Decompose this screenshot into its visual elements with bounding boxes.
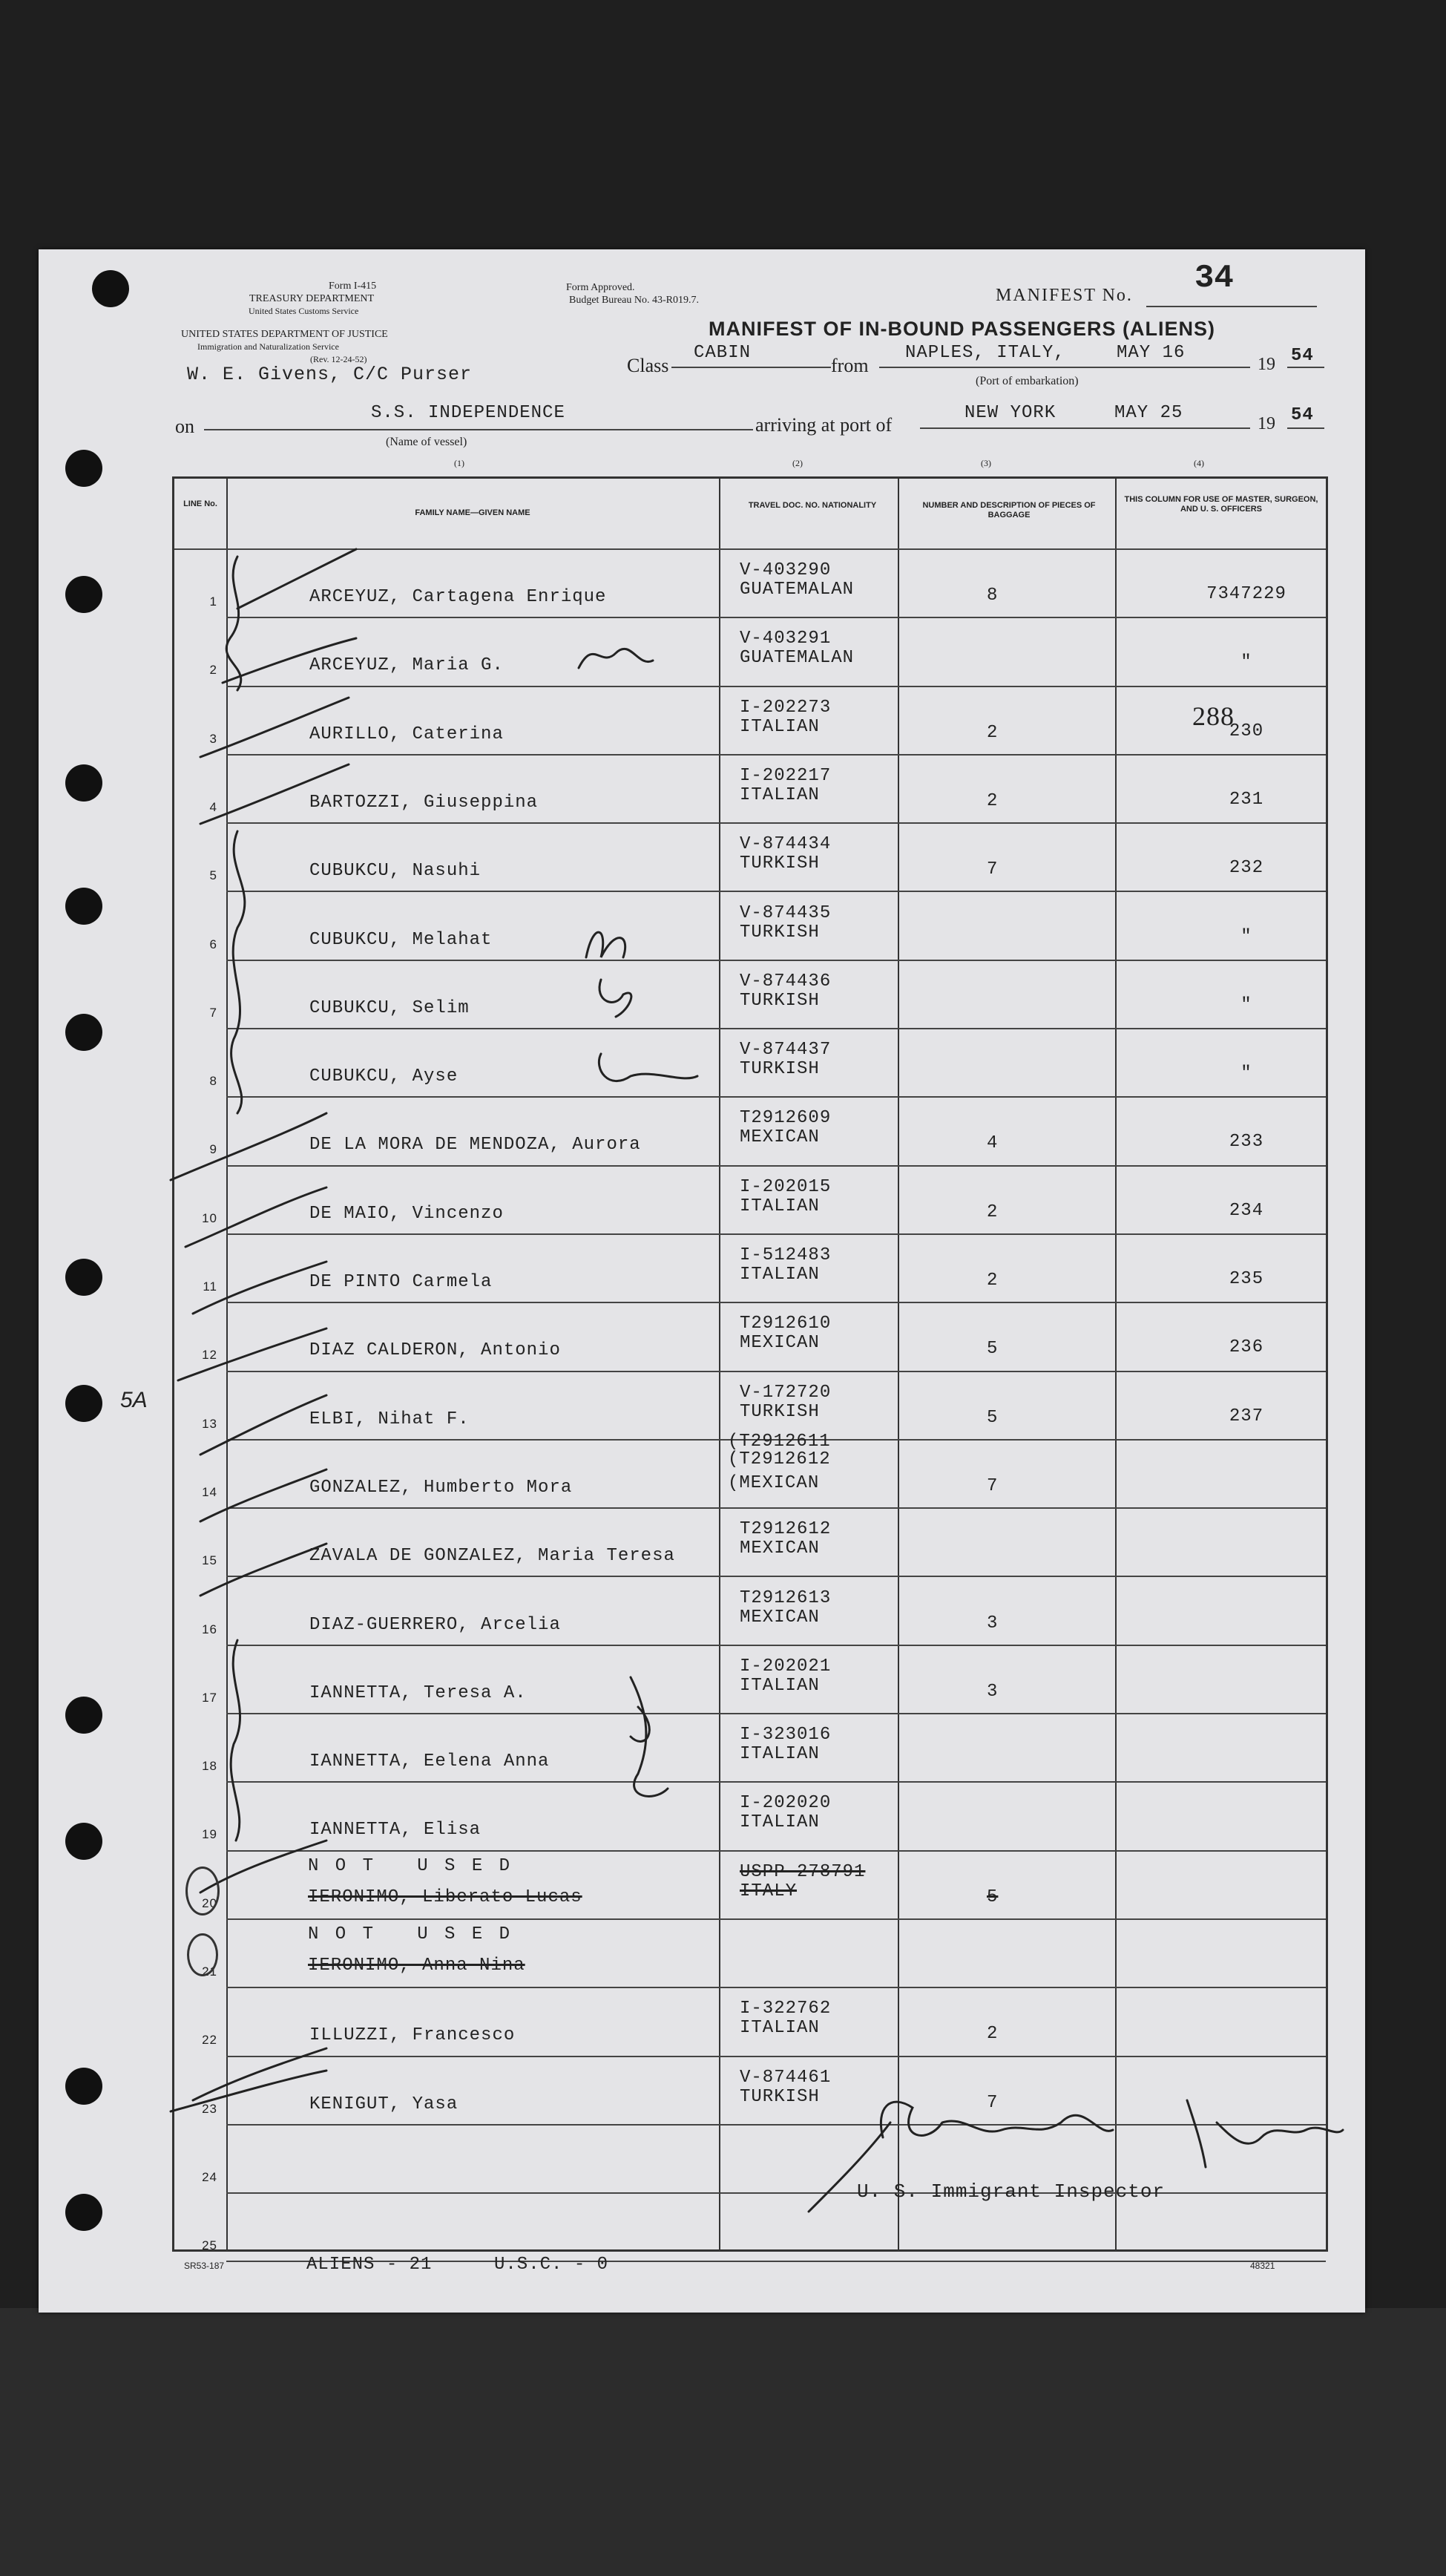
travel-doc: V-874461 (740, 2067, 832, 2088)
travel-doc: V-403291 (740, 629, 832, 649)
officer-number: 230 (1229, 721, 1264, 741)
travel-doc: I-202021 (740, 1656, 832, 1677)
travel-doc: I-322762 (740, 1999, 832, 2019)
year-1: 54 (1291, 346, 1314, 366)
col-num-3: (3) (981, 458, 991, 468)
purser: W. E. Givens, C/C Purser (187, 364, 473, 385)
nationality: TURKISH (740, 2086, 820, 2107)
passenger-name: ARCEYUZ, Maria G. (309, 655, 504, 676)
baggage-count: 5 (987, 1339, 999, 1360)
officer-number: 7347229 (1206, 584, 1286, 604)
travel-doc: V-403290 (740, 560, 832, 580)
nationality: ITALIAN (740, 716, 820, 737)
form-number: Form I-415 (329, 281, 377, 292)
officer-number: 232 (1229, 858, 1264, 879)
line-number: 20 (202, 1895, 217, 1910)
officer-number: " (1240, 1063, 1252, 1084)
travel-doc: T2912609 (740, 1108, 832, 1129)
baggage-count: 4 (987, 1133, 999, 1154)
line-number: 7 (209, 1005, 217, 1020)
baggage-count: 3 (987, 1613, 999, 1633)
line-number: 24 (202, 2169, 217, 2184)
nationality: TURKISH (740, 922, 820, 943)
officer-number: 237 (1229, 1406, 1264, 1426)
passenger-name: GONZALEZ, Humberto Mora (309, 1477, 573, 1498)
baggage-count: 3 (987, 1681, 999, 1702)
line-number: 10 (202, 1210, 217, 1225)
passenger-name: CUBUKCU, Selim (309, 997, 470, 1018)
passenger-name: IANNETTA, Teresa A. (309, 1682, 527, 1703)
officer-number: " (1240, 652, 1252, 673)
customs-service: United States Customs Service (249, 306, 359, 316)
travel-doc: (T2912611 (728, 1431, 831, 1452)
year-2: 54 (1291, 405, 1314, 425)
nationality: (MEXICAN (728, 1472, 820, 1493)
justice-dept: UNITED STATES DEPARTMENT OF JUSTICE (181, 329, 388, 340)
year-prefix-1: 19 (1258, 355, 1275, 374)
passenger-name: CUBUKCU, Melahat (309, 929, 493, 950)
officer-number: " (1240, 994, 1252, 1015)
baggage-count: 8 (987, 586, 999, 606)
revision: (Rev. 12-24-52) (310, 354, 367, 364)
manifest-number-label: MANIFEST No. (996, 286, 1133, 305)
travel-doc: I-323016 (740, 1725, 832, 1746)
travel-doc: I-512483 (740, 1245, 832, 1265)
baggage-count: 7 (987, 1475, 999, 1496)
line-number: 23 (202, 2101, 217, 2116)
manifest-number: 34 (1194, 260, 1234, 297)
travel-doc: V-874437 (740, 1040, 832, 1061)
travel-doc: T2912613 (740, 1587, 832, 1608)
line-number: 3 (209, 731, 217, 746)
passenger-name: IERONIMO, Anna Nina (308, 1956, 525, 1976)
vessel-name: S.S. INDEPENDENCE (371, 403, 565, 423)
line-number: 14 (202, 1484, 217, 1499)
on-label: on (175, 416, 194, 437)
passenger-name: CUBUKCU, Ayse (309, 1066, 459, 1087)
baggage-count: 2 (987, 722, 999, 743)
passenger-name: IANNETTA, Eelena Anna (309, 1751, 550, 1772)
travel-doc: T2912610 (740, 1314, 832, 1334)
from-date: MAY 16 (1117, 343, 1186, 363)
nationality: TURKISH (740, 1401, 820, 1422)
form-code: SR53-187 (184, 2261, 225, 2271)
line-number: 16 (202, 1622, 217, 1636)
travel-doc: I-202020 (740, 1793, 832, 1814)
not-used-note: N O T U S E D (308, 1924, 513, 1944)
passenger-name: IERONIMO, Liberato Lucas (308, 1887, 582, 1907)
not-used-note: N O T U S E D (308, 1855, 513, 1876)
passenger-name: CUBUKCU, Nasuhi (309, 861, 482, 882)
arrival-date: MAY 25 (1114, 403, 1183, 423)
travel-doc: V-172720 (740, 1382, 832, 1403)
line-number: 11 (203, 1279, 217, 1294)
print-code: 48321 (1250, 2261, 1275, 2271)
nationality: ITALIAN (740, 1675, 820, 1696)
line-number: 6 (209, 937, 217, 951)
circled-mark-20 (185, 1867, 220, 1915)
passenger-name: DIAZ-GUERRERO, Arcelia (309, 1614, 561, 1635)
travel-doc-2: (T2912612 (728, 1449, 831, 1469)
officer-number: 236 (1229, 1337, 1264, 1358)
nationality: TURKISH (740, 990, 820, 1011)
nationality: ITALIAN (740, 1196, 820, 1216)
passenger-name: AURILLO, Caterina (309, 724, 504, 744)
baggage-count: 7 (987, 2092, 999, 2113)
passenger-name: ELBI, Nihat F. (309, 1409, 470, 1429)
line-number: 18 (202, 1759, 217, 1774)
treasury-dept: TREASURY DEPARTMENT (249, 293, 375, 304)
nationality: GUATEMALAN (740, 648, 855, 669)
budget-bureau: Budget Bureau No. 43-R019.7. (569, 295, 699, 306)
arrival-port: NEW YORK (964, 403, 1056, 423)
officer-number: 234 (1229, 1200, 1264, 1221)
nationality: TURKISH (740, 1059, 820, 1080)
nationality: ITALIAN (740, 784, 820, 805)
col-num-2: (2) (792, 458, 803, 468)
passenger-name: ILLUZZI, Francesco (309, 2025, 516, 2046)
travel-doc: USPP 278791 (740, 1861, 866, 1882)
nationality: ITALIAN (740, 1812, 820, 1833)
officer-number-correction: 288 (1192, 701, 1235, 731)
baggage-count: 7 (987, 859, 999, 880)
passenger-name: DIAZ CALDERON, Antonio (309, 1340, 561, 1361)
passenger-name: DE PINTO Carmela (309, 1272, 493, 1292)
header-line-no: LINE No. (183, 499, 217, 508)
passenger-name: DE MAIO, Vincenzo (309, 1203, 504, 1224)
arriving-label: arriving at port of (755, 414, 893, 436)
passenger-name: BARTOZZI, Giuseppina (309, 792, 539, 813)
circled-mark-21 (187, 1933, 218, 1976)
baggage-count: 5 (987, 1887, 999, 1907)
travel-doc: V-874435 (740, 902, 832, 923)
line-number: 5 (209, 868, 217, 883)
header-officers: THIS COLUMN FOR USE OF MASTER, SURGEON, AND U. S. OFFICERS (1124, 495, 1318, 514)
line-number: 1 (209, 594, 217, 609)
line-number: 25 (202, 2238, 217, 2253)
baggage-count: 2 (987, 2024, 999, 2045)
nationality: ITALIAN (740, 2018, 820, 2039)
officer-number: 235 (1229, 1269, 1264, 1289)
col-num-1: (1) (454, 458, 464, 468)
line-number: 15 (202, 1553, 217, 1568)
line-number: 19 (202, 1827, 217, 1842)
nationality: ITALY (740, 1881, 798, 1901)
header-baggage: NUMBER AND DESCRIPTION OF PIECES OF BAGGAGE (922, 501, 1096, 520)
baggage-count: 2 (987, 1202, 999, 1222)
from-port: NAPLES, ITALY, (905, 343, 1065, 363)
vessel-label: (Name of vessel) (386, 436, 467, 448)
baggage-count: 2 (987, 1271, 999, 1291)
travel-doc: I-202217 (740, 765, 832, 786)
officer-number: 231 (1229, 789, 1264, 810)
year-prefix-2: 19 (1258, 414, 1275, 433)
line-number: 13 (202, 1416, 217, 1431)
nationality: MEXICAN (740, 1538, 820, 1559)
baggage-count: 5 (987, 1407, 999, 1428)
line-number: 22 (202, 2033, 217, 2048)
nationality: ITALIAN (740, 1744, 820, 1765)
line-number: 17 (202, 1690, 217, 1705)
class-value: CABIN (694, 343, 752, 363)
line-number: 21 (202, 1964, 217, 1979)
class-label: Class (627, 355, 669, 376)
nationality: MEXICAN (740, 1607, 820, 1628)
nationality: TURKISH (740, 853, 820, 874)
line-number: 4 (209, 799, 217, 814)
travel-doc: I-202273 (740, 697, 832, 718)
baggage-count: 2 (987, 790, 999, 811)
passenger-name: ZAVALA DE GONZALEZ, Maria Teresa (309, 1546, 675, 1567)
travel-doc: V-874436 (740, 971, 832, 992)
nationality: MEXICAN (740, 1333, 820, 1354)
manifest-title: MANIFEST OF IN-BOUND PASSENGERS (ALIENS) (709, 318, 1216, 340)
passenger-name: IANNETTA, Elisa (309, 1820, 482, 1841)
nationality: ITALIAN (740, 1265, 820, 1285)
usc-count: U.S.C. - 0 (494, 2255, 609, 2275)
passenger-name: DE LA MORA DE MENDOZA, Aurora (309, 1135, 641, 1156)
nationality: GUATEMALAN (740, 580, 855, 600)
line-number: 12 (202, 1348, 217, 1363)
col-num-4: (4) (1194, 458, 1204, 468)
inspector-label: U. S. Immigrant Inspector (857, 2180, 1166, 2203)
officer-number: 233 (1229, 1132, 1264, 1153)
header-name: FAMILY NAME—GIVEN NAME (415, 508, 530, 517)
form-approved: Form Approved. (566, 282, 635, 293)
header-doc: TRAVEL DOC. NO. NATIONALITY (748, 501, 877, 510)
nationality: MEXICAN (740, 1127, 820, 1148)
officer-number: " (1240, 926, 1252, 947)
port-embarkation-label: (Port of embarkation) (976, 375, 1079, 387)
passenger-name: KENIGUT, Yasa (309, 2094, 459, 2114)
margin-note: 5A (120, 1388, 148, 1412)
travel-doc: I-202015 (740, 1176, 832, 1197)
travel-doc: V-874434 (740, 834, 832, 855)
line-number: 2 (209, 663, 217, 678)
aliens-count: ALIENS - 21 (306, 2255, 433, 2275)
from-label: from (831, 355, 869, 376)
travel-doc: T2912612 (740, 1519, 832, 1540)
ins-service: Immigration and Naturalization Service (197, 341, 339, 352)
passenger-name: ARCEYUZ, Cartagena Enrique (309, 587, 607, 607)
line-number: 9 (209, 1142, 217, 1157)
line-number: 8 (209, 1074, 217, 1089)
